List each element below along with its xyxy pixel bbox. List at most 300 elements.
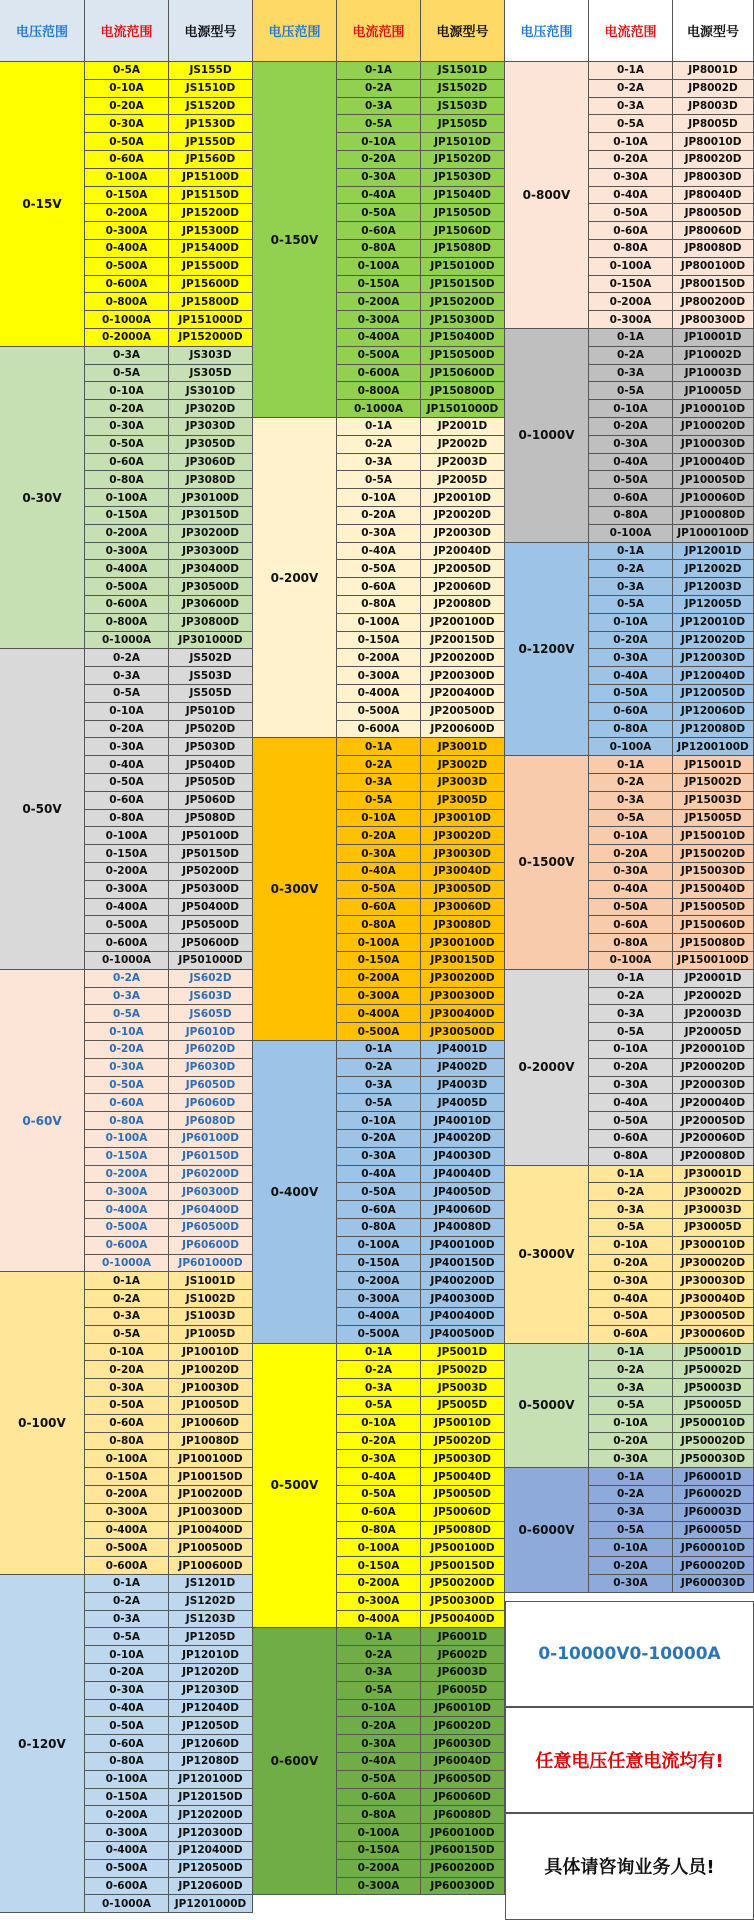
model-cell: JP120040D — [673, 667, 754, 685]
model-cell: JP120100D — [169, 1771, 253, 1789]
model-cell: JP120050D — [673, 685, 754, 703]
model-cell: JS1502D — [421, 80, 505, 98]
header-voltage-range: 电压范围 — [253, 0, 337, 62]
current-range-cell: 0-30A — [337, 1735, 421, 1753]
current-range-cell: 0-60A — [589, 222, 673, 240]
voltage-range-cell: 0-1000V — [505, 329, 589, 543]
model-cell: JP30800D — [169, 614, 253, 632]
current-range-cell: 0-500A — [85, 578, 169, 596]
current-range-cell: 0-200A — [85, 1806, 169, 1824]
model-cell: JP100040D — [673, 454, 754, 472]
model-cell: JS1001D — [169, 1272, 253, 1290]
model-cell: JP15150D — [169, 187, 253, 205]
current-range-cell: 0-50A — [589, 204, 673, 222]
model-cell: JP300040D — [673, 1290, 754, 1308]
current-range-cell: 0-20A — [337, 1717, 421, 1735]
model-cell: JP1560D — [169, 151, 253, 169]
model-cell: JP30060D — [421, 899, 505, 917]
current-range-cell: 0-30A — [337, 845, 421, 863]
current-range-cell: 0-400A — [85, 1201, 169, 1219]
current-range-cell: 0-5A — [589, 810, 673, 828]
model-cell: JP12050D — [169, 1717, 253, 1735]
model-cell: JP200010D — [673, 1041, 754, 1059]
current-range-cell: 0-60A — [589, 703, 673, 721]
model-cell: JP200150D — [421, 632, 505, 650]
model-cell: JP100600D — [169, 1557, 253, 1575]
current-range-cell: 0-10A — [337, 133, 421, 151]
model-cell: JP40030D — [421, 1148, 505, 1166]
model-cell: JP1505D — [421, 115, 505, 133]
model-cell: JP300100D — [421, 934, 505, 952]
current-range-cell: 0-300A — [85, 1824, 169, 1842]
current-range-cell: 0-100A — [337, 1824, 421, 1842]
current-range-cell: 0-600A — [85, 934, 169, 952]
current-range-cell: 0-1000A — [85, 311, 169, 329]
current-range-cell: 0-3A — [337, 1077, 421, 1095]
model-cell: JP5010D — [169, 703, 253, 721]
model-cell: JP150800D — [421, 382, 505, 400]
current-range-cell: 0-30A — [337, 1450, 421, 1468]
model-cell: JP1501000D — [421, 400, 505, 418]
model-cell: JP500010D — [673, 1415, 754, 1433]
model-cell: JP4003D — [421, 1077, 505, 1095]
current-range-cell: 0-100A — [589, 525, 673, 543]
current-range-cell: 0-500A — [337, 1023, 421, 1041]
model-cell: JP100030D — [673, 436, 754, 454]
model-cell: JP8001D — [673, 62, 754, 80]
current-range-cell: 0-80A — [589, 507, 673, 525]
current-range-cell: 0-20A — [337, 507, 421, 525]
model-cell: JP200050D — [673, 1112, 754, 1130]
current-range-cell: 0-2A — [589, 560, 673, 578]
current-range-cell: 0-500A — [85, 258, 169, 276]
model-cell: JS1003D — [169, 1308, 253, 1326]
current-range-cell: 0-100A — [85, 1450, 169, 1468]
current-range-cell: 0-40A — [589, 1094, 673, 1112]
current-range-cell: 0-30A — [589, 1077, 673, 1095]
model-cell: JP151000D — [169, 311, 253, 329]
voltage-range-cell: 0-2000V — [505, 970, 589, 1166]
current-range-cell: 0-10A — [337, 810, 421, 828]
model-cell: JP500300D — [421, 1593, 505, 1611]
current-range-cell: 0-1000A — [337, 400, 421, 418]
model-cell: JP400150D — [421, 1255, 505, 1273]
current-range-cell: 0-200A — [337, 649, 421, 667]
model-cell: JS602D — [169, 970, 253, 988]
current-range-cell: 0-5A — [589, 1219, 673, 1237]
model-cell: JP3005D — [421, 792, 505, 810]
current-range-cell: 0-200A — [85, 863, 169, 881]
model-cell: JP1000100D — [673, 525, 754, 543]
model-cell: JP30010D — [421, 810, 505, 828]
model-cell: JP800100D — [673, 258, 754, 276]
model-cell: JP3002D — [421, 756, 505, 774]
model-cell: JS155D — [169, 62, 253, 80]
voltage-range-cell: 0-500V — [253, 1344, 337, 1629]
voltage-range-cell: 0-6000V — [505, 1468, 589, 1593]
current-range-cell: 0-30A — [589, 1272, 673, 1290]
current-range-cell: 0-50A — [85, 436, 169, 454]
current-range-cell: 0-600A — [85, 1237, 169, 1255]
current-range-cell: 0-2A — [337, 1059, 421, 1077]
current-range-cell: 0-10A — [85, 1344, 169, 1362]
model-cell: JP120500D — [169, 1860, 253, 1878]
current-range-cell: 0-100A — [589, 952, 673, 970]
voltage-range-cell: 0-100V — [0, 1272, 85, 1575]
model-cell: JP120020D — [673, 632, 754, 650]
voltage-range-cell: 0-300V — [253, 738, 337, 1041]
current-range-cell: 0-100A — [589, 258, 673, 276]
current-range-cell: 0-150A — [337, 276, 421, 294]
model-cell: JS305D — [169, 365, 253, 383]
current-range-cell: 0-60A — [85, 792, 169, 810]
current-range-cell: 0-20A — [85, 1664, 169, 1682]
model-cell: JP5060D — [169, 792, 253, 810]
current-range-cell: 0-200A — [337, 1860, 421, 1878]
model-cell: JP30150D — [169, 507, 253, 525]
header-model: 电源型号 — [673, 0, 754, 62]
current-range-cell: 0-10A — [337, 1700, 421, 1718]
model-cell: JP500020D — [673, 1433, 754, 1451]
current-range-cell: 0-20A — [85, 98, 169, 116]
model-cell: JP5001D — [421, 1344, 505, 1362]
current-range-cell: 0-3A — [337, 1664, 421, 1682]
model-cell: JP30300D — [169, 543, 253, 561]
model-cell: JP50003D — [673, 1379, 754, 1397]
current-range-cell: 0-50A — [85, 1397, 169, 1415]
current-range-cell: 0-2A — [589, 1486, 673, 1504]
model-cell: JP150400D — [421, 329, 505, 347]
current-range-cell: 0-80A — [337, 916, 421, 934]
model-cell: JP50080D — [421, 1522, 505, 1540]
current-range-cell: 0-500A — [337, 347, 421, 365]
current-range-cell: 0-30A — [337, 169, 421, 187]
current-range-cell: 0-20A — [337, 151, 421, 169]
current-range-cell: 0-50A — [589, 899, 673, 917]
model-cell: JP500030D — [673, 1450, 754, 1468]
model-cell: JP15005D — [673, 810, 754, 828]
current-range-cell: 0-2A — [337, 756, 421, 774]
model-cell: JP6003D — [421, 1664, 505, 1682]
current-range-cell: 0-20A — [85, 721, 169, 739]
model-cell: JP15010D — [421, 133, 505, 151]
current-range-cell: 0-150A — [337, 1842, 421, 1860]
model-cell: JP3003D — [421, 774, 505, 792]
model-cell: JP400400D — [421, 1308, 505, 1326]
current-range-cell: 0-300A — [337, 667, 421, 685]
model-cell: JP30400D — [169, 560, 253, 578]
current-range-cell: 0-2A — [589, 1183, 673, 1201]
current-range-cell: 0-10A — [589, 1539, 673, 1557]
model-cell: JP15800D — [169, 293, 253, 311]
current-range-cell: 0-20A — [589, 1433, 673, 1451]
model-cell: JS3010D — [169, 382, 253, 400]
model-cell: JP30100D — [169, 489, 253, 507]
current-range-cell: 0-20A — [85, 400, 169, 418]
model-cell: JP300400D — [421, 1005, 505, 1023]
current-range-cell: 0-3A — [589, 792, 673, 810]
model-cell: JP15200D — [169, 204, 253, 222]
voltage-range-cell: 0-1500V — [505, 756, 589, 970]
model-cell: JP200300D — [421, 667, 505, 685]
current-range-cell: 0-1A — [589, 62, 673, 80]
model-cell: JP30002D — [673, 1183, 754, 1201]
current-range-cell: 0-1A — [589, 756, 673, 774]
current-range-cell: 0-40A — [337, 1166, 421, 1184]
model-cell: JP120200D — [169, 1806, 253, 1824]
current-range-cell: 0-1A — [85, 1272, 169, 1290]
model-cell: JP50001D — [673, 1344, 754, 1362]
current-range-cell: 0-50A — [85, 1717, 169, 1735]
model-cell: JP150010D — [673, 827, 754, 845]
current-range-cell: 0-150A — [85, 507, 169, 525]
model-cell: JP40010D — [421, 1112, 505, 1130]
current-range-cell: 0-2A — [589, 1361, 673, 1379]
current-range-cell: 0-5A — [85, 1005, 169, 1023]
current-range-cell: 0-50A — [589, 1112, 673, 1130]
model-cell: JP60600D — [169, 1237, 253, 1255]
current-range-cell: 0-200A — [85, 1486, 169, 1504]
voltage-range-cell: 0-400V — [253, 1041, 337, 1344]
model-cell: JP200060D — [673, 1130, 754, 1148]
model-cell: JP150300D — [421, 311, 505, 329]
model-cell: JP60060D — [421, 1789, 505, 1807]
current-range-cell: 0-20A — [337, 827, 421, 845]
model-cell: JP60080D — [421, 1806, 505, 1824]
model-cell: JP60001D — [673, 1468, 754, 1486]
model-cell: JP100020D — [673, 418, 754, 436]
current-range-cell: 0-100A — [337, 1237, 421, 1255]
voltage-range-cell: 0-15V — [0, 62, 85, 347]
current-range-cell: 0-40A — [85, 756, 169, 774]
model-cell: JP200080D — [673, 1148, 754, 1166]
current-range-cell: 0-10A — [589, 827, 673, 845]
model-cell: JP500100D — [421, 1539, 505, 1557]
current-range-cell: 0-40A — [589, 454, 673, 472]
current-range-cell: 0-600A — [85, 1557, 169, 1575]
current-range-cell: 0-1A — [337, 1344, 421, 1362]
current-range-cell: 0-80A — [589, 721, 673, 739]
model-cell: JP1500100D — [673, 952, 754, 970]
current-range-cell: 0-300A — [589, 311, 673, 329]
model-cell: JP80040D — [673, 187, 754, 205]
model-cell: JS1503D — [421, 98, 505, 116]
current-range-cell: 0-5A — [589, 115, 673, 133]
current-range-cell: 0-3A — [589, 578, 673, 596]
current-range-cell: 0-40A — [337, 187, 421, 205]
model-cell: JP1201000D — [169, 1895, 253, 1913]
model-cell: JP50020D — [421, 1433, 505, 1451]
model-cell: JP8005D — [673, 115, 754, 133]
current-range-cell: 0-20A — [589, 418, 673, 436]
current-range-cell: 0-10A — [589, 1415, 673, 1433]
model-cell: JP6005D — [421, 1682, 505, 1700]
current-range-cell: 0-5A — [337, 115, 421, 133]
current-range-cell: 0-400A — [85, 899, 169, 917]
model-cell: JP120150D — [169, 1789, 253, 1807]
current-range-cell: 0-10A — [85, 382, 169, 400]
model-cell: JP400300D — [421, 1290, 505, 1308]
model-cell: JP1200100D — [673, 738, 754, 756]
current-range-cell: 0-5A — [589, 1397, 673, 1415]
current-range-cell: 0-10A — [337, 1415, 421, 1433]
model-cell: JP6080D — [169, 1112, 253, 1130]
model-cell: JS1002D — [169, 1290, 253, 1308]
current-range-cell: 0-300A — [85, 1504, 169, 1522]
current-range-cell: 0-100A — [85, 1771, 169, 1789]
current-range-cell: 0-30A — [85, 418, 169, 436]
current-range-cell: 0-60A — [337, 899, 421, 917]
model-cell: JS505D — [169, 685, 253, 703]
current-range-cell: 0-60A — [589, 916, 673, 934]
model-cell: JP15500D — [169, 258, 253, 276]
current-range-cell: 0-1A — [589, 1166, 673, 1184]
current-range-cell: 0-2A — [85, 1290, 169, 1308]
model-cell: JP50040D — [421, 1468, 505, 1486]
model-cell: JP10010D — [169, 1344, 253, 1362]
model-cell: JP60200D — [169, 1166, 253, 1184]
model-cell: JP20001D — [673, 970, 754, 988]
model-cell: JP150030D — [673, 863, 754, 881]
model-cell: JP60500D — [169, 1219, 253, 1237]
model-cell: JP10050D — [169, 1397, 253, 1415]
current-range-cell: 0-3A — [589, 1504, 673, 1522]
voltage-range-cell: 0-5000V — [505, 1344, 589, 1469]
current-range-cell: 0-3A — [337, 1379, 421, 1397]
model-cell: JP40080D — [421, 1219, 505, 1237]
current-range-cell: 0-300A — [337, 988, 421, 1006]
current-range-cell: 0-30A — [85, 1682, 169, 1700]
model-cell: JP600010D — [673, 1539, 754, 1557]
current-range-cell: 0-300A — [85, 881, 169, 899]
model-cell: JS1501D — [421, 62, 505, 80]
model-cell: JP50300D — [169, 881, 253, 899]
current-range-cell: 0-40A — [337, 543, 421, 561]
current-range-cell: 0-400A — [85, 560, 169, 578]
current-range-cell: 0-2A — [589, 774, 673, 792]
current-range-cell: 0-3A — [589, 1201, 673, 1219]
model-cell: JP200500D — [421, 703, 505, 721]
current-range-cell: 0-400A — [337, 1611, 421, 1629]
model-cell: JP30200D — [169, 525, 253, 543]
current-range-cell: 0-80A — [337, 1522, 421, 1540]
model-cell: JP15002D — [673, 774, 754, 792]
current-range-cell: 0-3A — [85, 1611, 169, 1629]
header-voltage-range: 电压范围 — [505, 0, 589, 62]
voltage-range-cell: 0-30V — [0, 347, 85, 650]
model-cell: JP5080D — [169, 810, 253, 828]
model-cell: JP300200D — [421, 970, 505, 988]
model-cell: JP60005D — [673, 1522, 754, 1540]
model-cell: JP3050D — [169, 436, 253, 454]
model-cell: JP80010D — [673, 133, 754, 151]
current-range-cell: 0-10A — [85, 1023, 169, 1041]
model-cell: JP400200D — [421, 1272, 505, 1290]
model-cell: JS1201D — [169, 1575, 253, 1593]
current-range-cell: 0-150A — [337, 952, 421, 970]
any-voltage-note: 任意电压任意电流均有! — [505, 1707, 754, 1813]
current-range-cell: 0-150A — [337, 632, 421, 650]
current-range-cell: 0-150A — [85, 1789, 169, 1807]
model-cell: JP120300D — [169, 1824, 253, 1842]
current-range-cell: 0-60A — [337, 1201, 421, 1219]
model-cell: JP30040D — [421, 863, 505, 881]
model-cell: JP200040D — [673, 1094, 754, 1112]
current-range-cell: 0-30A — [85, 115, 169, 133]
current-range-cell: 0-5A — [337, 792, 421, 810]
model-cell: JP6030D — [169, 1059, 253, 1077]
model-cell: JP6050D — [169, 1077, 253, 1095]
current-range-cell: 0-30A — [85, 1379, 169, 1397]
current-range-cell: 0-200A — [589, 293, 673, 311]
model-cell: JP15040D — [421, 187, 505, 205]
current-range-cell: 0-2A — [589, 347, 673, 365]
model-cell: JP150600D — [421, 365, 505, 383]
current-range-cell: 0-100A — [337, 614, 421, 632]
current-range-cell: 0-2A — [85, 1593, 169, 1611]
model-cell: JP200200D — [421, 649, 505, 667]
model-cell: JP100500D — [169, 1539, 253, 1557]
current-range-cell: 0-300A — [85, 543, 169, 561]
current-range-cell: 0-50A — [337, 560, 421, 578]
model-cell: JP3060D — [169, 454, 253, 472]
current-range-cell: 0-2000A — [85, 329, 169, 347]
current-range-cell: 0-3A — [589, 1005, 673, 1023]
model-cell: JP20020D — [421, 507, 505, 525]
current-range-cell: 0-3A — [85, 988, 169, 1006]
model-cell: JP501000D — [169, 952, 253, 970]
current-range-cell: 0-80A — [85, 1433, 169, 1451]
current-range-cell: 0-60A — [85, 1094, 169, 1112]
model-cell: JP60050D — [421, 1771, 505, 1789]
model-cell: JP8002D — [673, 80, 754, 98]
current-range-cell: 0-400A — [337, 329, 421, 347]
model-cell: JP20050D — [421, 560, 505, 578]
current-range-cell: 0-10A — [589, 1237, 673, 1255]
model-cell: JP6010D — [169, 1023, 253, 1041]
model-cell: JP300300D — [421, 988, 505, 1006]
range-note: 0-10000V0-10000A — [505, 1601, 754, 1707]
model-cell: JP301000D — [169, 632, 253, 650]
model-cell: JP10002D — [673, 347, 754, 365]
current-range-cell: 0-600A — [85, 596, 169, 614]
model-cell: JP120060D — [673, 703, 754, 721]
current-range-cell: 0-20A — [589, 1557, 673, 1575]
current-range-cell: 0-1A — [337, 418, 421, 436]
model-cell: JP15100D — [169, 169, 253, 187]
consult-note: 具体请咨询业务人员! — [505, 1813, 754, 1920]
model-cell: JP80060D — [673, 222, 754, 240]
current-range-cell: 0-50A — [337, 881, 421, 899]
current-range-cell: 0-40A — [337, 1468, 421, 1486]
current-range-cell: 0-40A — [337, 1753, 421, 1771]
model-cell: JP2001D — [421, 418, 505, 436]
current-range-cell: 0-150A — [85, 845, 169, 863]
model-cell: JP601000D — [169, 1255, 253, 1273]
current-range-cell: 0-30A — [85, 738, 169, 756]
current-range-cell: 0-40A — [337, 863, 421, 881]
model-cell: JP20005D — [673, 1023, 754, 1041]
header-current-range: 电流范围 — [589, 0, 673, 62]
current-range-cell: 0-1A — [85, 1575, 169, 1593]
current-range-cell: 0-200A — [337, 1272, 421, 1290]
model-cell: JP50100D — [169, 827, 253, 845]
current-range-cell: 0-30A — [337, 525, 421, 543]
model-cell: JP50200D — [169, 863, 253, 881]
model-cell: JP150080D — [673, 934, 754, 952]
model-cell: JP12002D — [673, 560, 754, 578]
model-cell: JP100400D — [169, 1522, 253, 1540]
